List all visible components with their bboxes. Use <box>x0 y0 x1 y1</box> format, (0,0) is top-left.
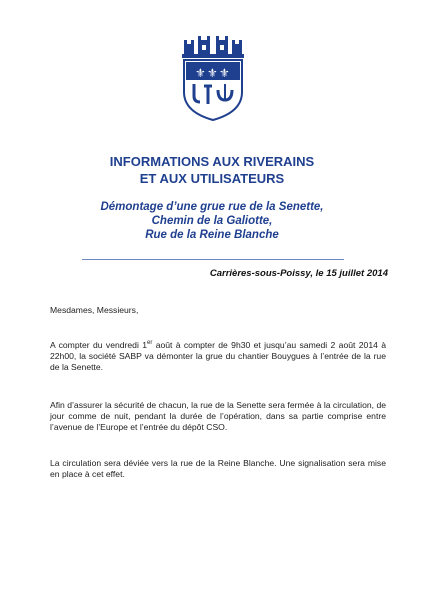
letter-paragraph-1 <box>50 340 386 374</box>
svg-text:⚜: ⚜ <box>207 66 218 80</box>
letter-greeting: Mesdames, Messieurs, <box>50 305 139 315</box>
svg-text:⚜: ⚜ <box>195 66 206 80</box>
notice-title-line-2: ET AUX UTILISATEURS <box>139 171 285 186</box>
letter-date: Carrières-sous-Poissy, le 15 juillet 2014 <box>209 268 388 279</box>
paragraph-1-rest: août à compter de 9h30 et jusqu’au samedi 2 août 2014 à 22h00, la société SABP va démonter la grue du chantier Bouygues à l’entrée de la rue de la Senette. <box>50 340 387 373</box>
notice-subtitle-line-2: Chemin de la Galiotte, <box>151 215 273 227</box>
paragraph-1-start: A compter du vendredi 1 <box>50 340 147 350</box>
ordinal-superscript: er <box>147 340 153 347</box>
notice-title-line-1: INFORMATIONS AUX RIVERAINS <box>109 154 315 169</box>
city-coat-of-arms-icon <box>180 34 246 122</box>
notice-subtitle-line-3: Rue de la Reine Blanche <box>145 229 279 241</box>
letter-paragraph-2: Afin d’assurer la sécurité de chacun, la rue de la Senette sera fermée à la circulation, de jour comme de nuit, pendant la durée de l’opération, dans sa partie comprise entre l’avenue de l’Europe et l’entrée du dépôt CSO. <box>50 400 386 433</box>
svg-text:⚜: ⚜ <box>219 66 230 80</box>
header-divider <box>82 259 344 260</box>
letter-paragraph-3: La circulation sera déviée vers la rue de la Reine Blanche. Une signalisation sera mise en place à cet effet. <box>50 458 386 480</box>
notice-subtitle-line-1: Démontage d’une grue rue de la Senette, <box>100 201 324 213</box>
